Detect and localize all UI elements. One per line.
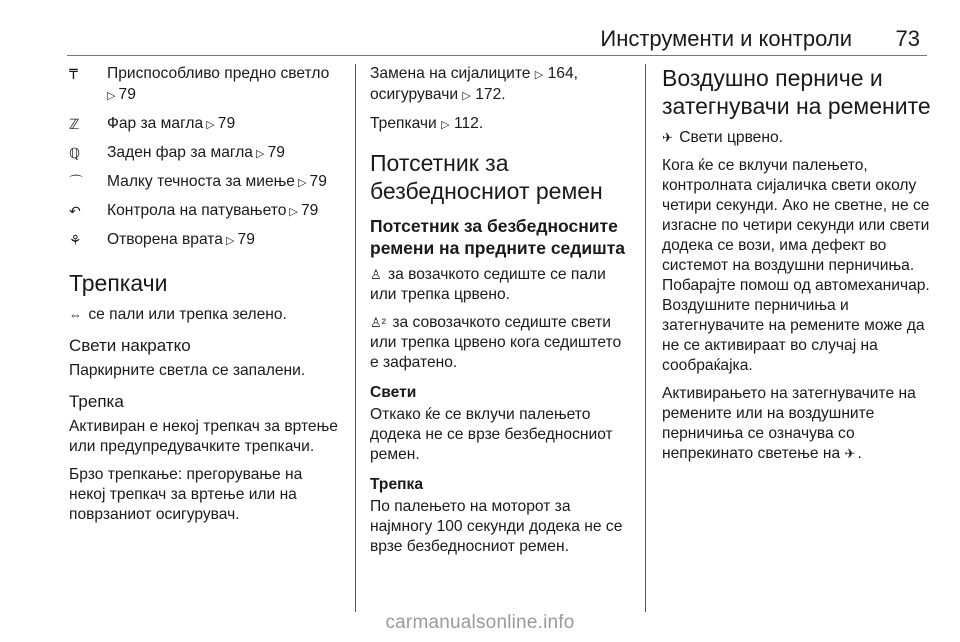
passenger-seat-belt-icon: ♙²	[370, 315, 386, 330]
page-title: Инструменти и контроли	[600, 26, 852, 51]
reference-arrow-icon: ▷	[252, 148, 268, 160]
short-lit-heading: Свети накратко	[69, 336, 191, 355]
column-divider-left	[355, 64, 356, 612]
indicator-item	[69, 172, 339, 193]
header-rule	[67, 55, 927, 56]
rear-fog-light-icon: ℚ	[69, 145, 81, 161]
column-divider-right	[645, 64, 646, 612]
page-header	[0, 26, 960, 56]
door-open-icon: ⚘	[69, 232, 82, 248]
blink-text: По палењето на моторот за најмногу 100 секунди додека не се врзе безбедносниот ремен.	[370, 498, 623, 555]
bulb-fuse-reference: Замена на сијалиците ▷ 164, осигурувачи ▷ 172.	[370, 65, 578, 103]
reference-arrow-icon: ▷	[441, 119, 450, 131]
front-fog-light-icon: ℤ	[69, 116, 80, 132]
driver-belt-text: ♙ за возачкото седиште се пали или трепка црвено.	[370, 266, 606, 303]
flash-paragraph-2: Брзо трепкање: прегорување на некој трепкач за вртење или на поврзаниот осигурувач.	[69, 466, 303, 523]
indicator-label: Приспособливо предно светло	[107, 65, 330, 82]
reference-arrow-icon: ▷	[294, 177, 310, 189]
reference-arrow-icon: ▷	[534, 69, 544, 81]
turn-signal-icon: ⇔	[69, 307, 82, 322]
washer-fluid-icon: ⌒	[69, 174, 83, 190]
indicator-item	[69, 230, 339, 251]
left-column	[69, 64, 339, 533]
airbag-icon: ✈	[844, 446, 856, 461]
indicator-item	[69, 64, 339, 106]
seat-belt-reminder-heading: Потсетник за безбедносниот ремен	[370, 150, 603, 204]
short-lit-text: Паркирните светла се запалени.	[69, 362, 306, 379]
page-reference: 79	[118, 86, 136, 103]
indicator-label: Отворена врата	[107, 231, 223, 248]
indicator-label: Заден фар за магла	[107, 144, 253, 161]
middle-column	[370, 64, 632, 565]
page-reference: 79	[217, 115, 236, 132]
turn-signals-text: ⇔ се пали или трепка зелено.	[69, 306, 287, 323]
indicator-label: Фар за магла	[107, 115, 204, 132]
adaptive-light-icon: ₸	[69, 66, 78, 82]
reference-arrow-icon: ▷	[462, 90, 471, 102]
passenger-belt-text: ♙² за совозачкото седиште свети или трепка црвено кога седиштето е зафатено.	[370, 314, 622, 371]
front-seat-belt-heading: Потсетник за безбедносните ремени на предните седишта	[370, 216, 626, 258]
watermark: carmanualsonline.info	[385, 612, 575, 633]
reference-arrow-icon: ▷	[222, 235, 238, 247]
flash-heading: Трепка	[69, 392, 124, 411]
driver-seat-belt-icon: ♙	[370, 267, 382, 282]
page-reference: 79	[300, 202, 319, 219]
page-reference: 79	[237, 231, 255, 248]
airbag-heading: Воздушно перниче и затегнувачи на ремените	[662, 65, 931, 119]
right-column	[662, 64, 932, 472]
airbag-icon: ✈	[662, 130, 673, 145]
flash-paragraph-1: Активиран е некој трепкач за вртење или предупредувачките трепкачи.	[69, 418, 338, 455]
page-number: 73	[895, 26, 920, 51]
indicator-item	[69, 114, 339, 135]
turn-signals-heading: Трепкачи	[69, 270, 168, 296]
lit-heading: Свети	[370, 384, 417, 401]
reference-arrow-icon: ▷	[107, 90, 119, 102]
lit-text: Откако ќе се вклучи палењето додека не се врзе безбедносниот ремен.	[370, 406, 613, 463]
indicator-label: Малку течноста за миење	[107, 173, 295, 190]
airbag-paragraph-2: Активирањето на затегнувачите на ремените или на воздушните перничиња се означува со непрекинато светење на ✈ .	[662, 385, 916, 462]
indicator-item	[69, 143, 339, 164]
airbag-indicator-text: ✈ Свети црвено.	[662, 129, 783, 146]
airbag-paragraph-1: Кога ќе се вклучи палењето, контролната сијаличка свети околу четири секунди. Ако не светне, не се изгасне по четири секунди или свети додека се вози, има дефект во системот на воздушни перничиња. Побарајте помош од автомеханичар. Воздушните перничиња и затегнувачите на ремените може да не се активираат во случај на сообраќајка.	[662, 157, 930, 374]
reference-arrow-icon: ▷	[203, 119, 218, 131]
cruise-control-icon: ↶	[69, 203, 81, 219]
blink-heading: Трепка	[370, 476, 424, 493]
indicator-label: Контрола на патувањето	[107, 202, 287, 219]
turn-signals-reference: Трепкачи ▷ 112.	[370, 115, 484, 132]
indicator-item	[69, 201, 339, 222]
page-reference: 79	[267, 144, 285, 161]
reference-arrow-icon: ▷	[286, 206, 301, 218]
page-reference: 79	[309, 173, 327, 190]
